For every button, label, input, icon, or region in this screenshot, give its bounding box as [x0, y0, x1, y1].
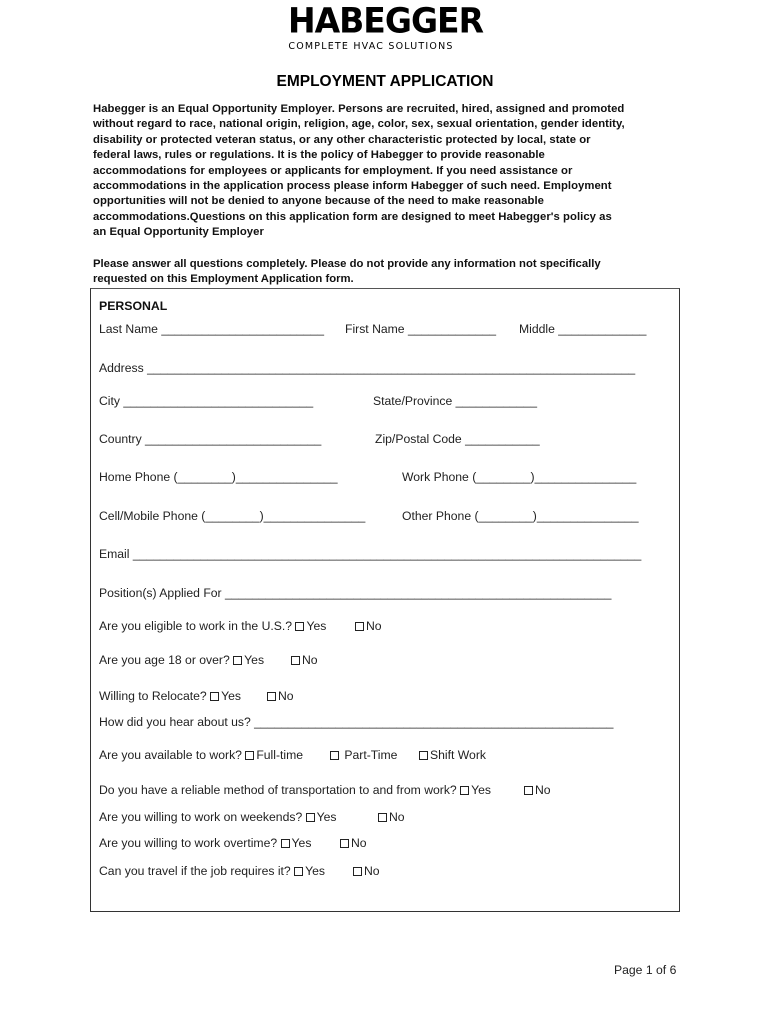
checkbox-no[interactable]	[355, 622, 364, 631]
checkbox-yes[interactable]	[295, 622, 304, 631]
country-field[interactable]: Country __________________________	[99, 432, 322, 446]
option-label: No	[364, 864, 380, 878]
question-age	[99, 653, 264, 668]
section-title-personal: PERSONAL	[99, 299, 168, 313]
option-label: Yes	[291, 836, 312, 850]
option-label: Yes	[221, 689, 241, 703]
question-eligible-no	[355, 619, 382, 634]
checkbox-no[interactable]	[524, 786, 533, 795]
option-label: Full-time	[256, 748, 304, 762]
checkbox-yes[interactable]	[460, 786, 469, 795]
question-available	[99, 748, 303, 763]
checkbox-part-time[interactable]	[330, 751, 339, 760]
option-label: Yes	[244, 653, 265, 667]
logo-tagline: COMPLETE HVAC SOLUTIONS	[288, 41, 454, 52]
question-age-no	[291, 653, 318, 668]
intro-line: opportunities will not be denied to anyone because of the need to make reasonable	[93, 195, 544, 208]
address-field[interactable]: Address ________________________________________________________________________	[99, 361, 636, 375]
question-transport	[99, 783, 491, 798]
other-phone-field[interactable]: Other Phone (________)_______________	[402, 509, 639, 523]
intro-line: accommodations in the application process please inform Habegger of such need. Employment	[93, 180, 612, 193]
heard-about-field[interactable]: How did you hear about us? _____________________________________________________	[99, 715, 614, 729]
question-text: Willing to Relocate?	[99, 689, 211, 703]
company-logo	[288, 0, 483, 54]
question-available-part	[330, 748, 397, 763]
option-label: No	[535, 783, 551, 797]
page-number: Page 1 of 6	[614, 963, 677, 977]
checkbox-yes[interactable]	[306, 813, 315, 822]
middle-name-field[interactable]: Middle _____________	[519, 322, 647, 336]
email-field[interactable]: Email ___________________________________________________________________________	[99, 547, 642, 561]
option-label: No	[302, 653, 318, 667]
instruction-line: Please answer all questions completely. Please do not provide any information not specifically	[93, 258, 601, 270]
question-transport-no	[524, 783, 551, 798]
state-field[interactable]: State/Province ____________	[373, 394, 537, 408]
question-overtime-no	[340, 836, 367, 851]
question-text: Are you willing to work on weekends?	[99, 810, 306, 824]
question-eligible	[99, 619, 326, 634]
logo-wordmark: HABEGGER	[288, 0, 483, 41]
intro-line: accommodations for employees or applicants for employment. If you need assistance or	[93, 164, 573, 177]
question-travel	[99, 864, 325, 879]
checkbox-yes[interactable]	[294, 867, 303, 876]
instructions	[93, 257, 693, 288]
first-name-field[interactable]: First Name _____________	[345, 322, 497, 336]
checkbox-no[interactable]	[291, 656, 300, 665]
option-label: Yes	[305, 864, 325, 878]
work-phone-field[interactable]: Work Phone (________)_______________	[402, 470, 637, 484]
checkbox-no[interactable]	[378, 813, 387, 822]
eeo-statement	[93, 102, 693, 241]
option-label: No	[389, 810, 405, 824]
cell-phone-field[interactable]: Cell/Mobile Phone (________)_______________	[99, 509, 366, 523]
intro-line: without regard to race, national origin, religion, age, color, sex, sexual orientation, gender identity,	[93, 118, 625, 131]
checkbox-no[interactable]	[267, 692, 276, 701]
checkbox-yes[interactable]	[233, 656, 242, 665]
checkbox-yes[interactable]	[210, 692, 219, 701]
option-label: No	[351, 836, 367, 850]
checkbox-no[interactable]	[353, 867, 362, 876]
option-label: Yes	[471, 783, 491, 797]
option-label: Part-Time	[344, 748, 398, 762]
position-field[interactable]: Position(s) Applied For _________________________________________________________	[99, 586, 612, 600]
option-label: Yes	[306, 619, 327, 633]
instruction-line: requested on this Employment Application form.	[93, 273, 354, 286]
question-text: Are you eligible to work in the U.S.?	[99, 619, 296, 633]
intro-line: accommodations.Questions on this application form are designed to meet Habegger's policy as	[93, 210, 612, 223]
question-relocate-no	[267, 689, 294, 704]
checkbox-full-time[interactable]	[245, 751, 254, 760]
option-label: No	[278, 689, 294, 703]
intro-line: Habegger is an Equal Opportunity Employer. Persons are recruited, hired, assigned and promoted	[93, 103, 625, 115]
checkbox-shift-work[interactable]	[419, 751, 428, 760]
last-name-field[interactable]: Last Name ________________________	[99, 322, 324, 336]
question-travel-no	[353, 864, 380, 879]
zip-field[interactable]: Zip/Postal Code ___________	[375, 432, 540, 446]
option-label: No	[366, 619, 382, 633]
checkbox-yes[interactable]	[281, 839, 290, 848]
page-title: EMPLOYMENT APPLICATION	[276, 73, 494, 90]
question-relocate	[99, 689, 241, 704]
question-available-shift	[419, 748, 486, 763]
question-text: Are you age 18 or over?	[99, 653, 234, 667]
home-phone-field[interactable]: Home Phone (________)_______________	[99, 470, 338, 484]
checkbox-no[interactable]	[340, 839, 349, 848]
question-text: Can you travel if the job requires it?	[99, 864, 295, 878]
question-weekends	[99, 810, 337, 825]
city-field[interactable]: City ____________________________	[99, 394, 314, 408]
intro-line: federal laws, rules or regulations. It is the policy of Habegger to provide reasonable	[93, 149, 545, 162]
option-label: Yes	[316, 810, 337, 824]
option-label: Shift Work	[430, 748, 486, 762]
question-text: Are you available to work?	[99, 748, 246, 762]
intro-line: disability or protected veteran status, or any other characteristic protected by local, state or	[93, 133, 591, 146]
question-text: Are you willing to work overtime?	[99, 836, 281, 850]
question-overtime	[99, 836, 311, 851]
question-text: Do you have a reliable method of transportation to and from work?	[99, 783, 461, 797]
intro-line: an Equal Opportunity Employer	[93, 226, 264, 239]
question-weekends-no	[378, 810, 405, 825]
